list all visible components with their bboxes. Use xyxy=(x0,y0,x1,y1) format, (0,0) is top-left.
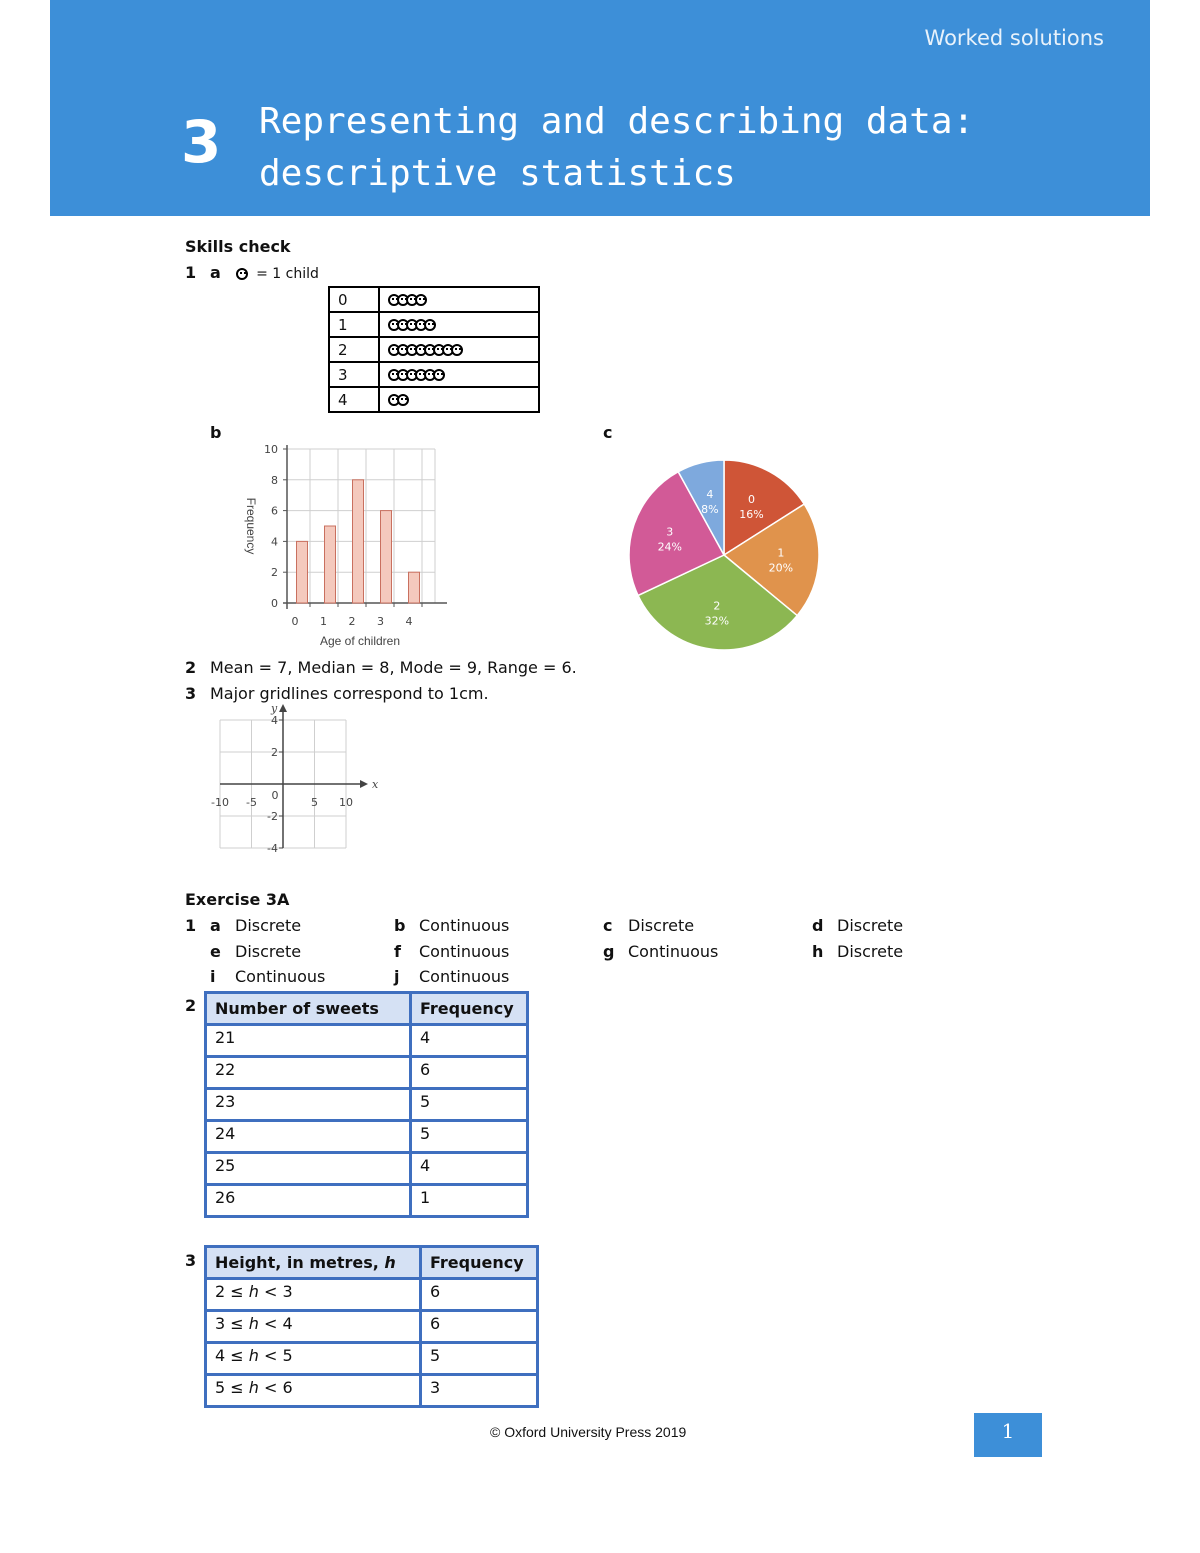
q3-answer: Major gridlines correspond to 1cm. xyxy=(210,684,489,703)
q1-item-answer: Discrete xyxy=(837,941,904,961)
table-row xyxy=(206,1121,528,1153)
sweets-cell: 21 xyxy=(206,1025,411,1057)
slice-label: 0 xyxy=(747,493,755,507)
height-interval-cell xyxy=(206,1279,421,1311)
y-axis-arrow xyxy=(279,704,287,712)
q1b-label: b xyxy=(210,423,222,442)
y-tick-label: 2 xyxy=(271,746,278,759)
frequency-cell: 5 xyxy=(421,1343,538,1375)
sweets-cell: 24 xyxy=(206,1121,411,1153)
bar xyxy=(381,511,392,603)
x-tick-label: 4 xyxy=(405,615,413,628)
pictogram-symbols-cell xyxy=(379,337,539,362)
pictogram-row xyxy=(329,387,539,412)
q1-item-letter: j xyxy=(394,967,400,986)
q2-number: 2 xyxy=(185,658,197,677)
header-height-text: Height, in metres, xyxy=(215,1253,385,1272)
interval-variable: h xyxy=(248,1282,259,1301)
slice-label: 2 xyxy=(713,599,721,613)
interval-bound: 5 ≤ xyxy=(215,1378,249,1397)
pictogram-symbols-cell xyxy=(379,287,539,312)
ex-q1-number: 1 xyxy=(185,916,197,935)
pictogram-symbols-cell xyxy=(379,362,539,387)
interval-bound: < 4 xyxy=(258,1314,293,1333)
sweets-cell: 25 xyxy=(206,1153,411,1185)
q1-item-answer: Continuous xyxy=(419,967,510,986)
chapter-title-line1: Representing and describing data: xyxy=(259,101,975,142)
height-interval-cell xyxy=(206,1311,421,1343)
q1-item-letter: e xyxy=(210,941,221,961)
ex-q3-number: 3 xyxy=(185,1251,197,1270)
smiley-icon xyxy=(397,394,409,406)
frequency-cell: 6 xyxy=(421,1279,538,1311)
q1-item-letter: g xyxy=(603,941,615,961)
skills-check-heading: Skills check xyxy=(185,237,291,256)
slice-percent: 20% xyxy=(768,561,794,575)
q1-item-answer: Discrete xyxy=(235,916,302,935)
chapter-banner xyxy=(50,0,1150,216)
pie-chart xyxy=(622,455,827,655)
pictogram-key-cell: 0 xyxy=(329,287,379,312)
table-row xyxy=(206,1279,538,1311)
bar xyxy=(297,541,308,603)
height-frequency-table xyxy=(204,1245,539,1408)
interval-bound: < 5 xyxy=(258,1346,293,1365)
q1-item-letter: f xyxy=(394,941,401,961)
interval-bound: < 3 xyxy=(258,1282,293,1301)
height-interval-cell xyxy=(206,1343,421,1375)
table-row xyxy=(206,1185,528,1217)
slice-percent: 24% xyxy=(657,540,683,554)
frequency-cell: 4 xyxy=(411,1153,528,1185)
x-axis-label: Age of children xyxy=(319,634,401,648)
pictogram-row xyxy=(329,287,539,312)
chapter-number: 3 xyxy=(181,108,222,176)
pictogram-key-cell: 2 xyxy=(329,337,379,362)
q1-number: 1 xyxy=(185,263,197,282)
table-row xyxy=(206,1089,528,1121)
interval-bound: 4 ≤ xyxy=(215,1346,249,1365)
table-header-row xyxy=(206,1247,538,1279)
slice-label: 3 xyxy=(666,525,674,539)
pictogram-key xyxy=(236,263,319,282)
smiley-icon xyxy=(424,319,436,331)
table-row xyxy=(206,1153,528,1185)
y-tick-label: -2 xyxy=(267,810,278,823)
header-number-of-sweets: Number of sweets xyxy=(206,993,411,1025)
pictogram-row xyxy=(329,312,539,337)
chapter-title-line2: descriptive statistics xyxy=(259,153,736,194)
pictogram-row xyxy=(329,337,539,362)
bar xyxy=(353,480,364,603)
q1-item-answer: Discrete xyxy=(628,916,695,935)
frequency-cell: 4 xyxy=(411,1025,528,1057)
interval-variable: h xyxy=(248,1314,259,1333)
header-height-var: h xyxy=(384,1253,396,1272)
coordinate-grid xyxy=(200,700,385,860)
table-row xyxy=(206,1343,538,1375)
x-axis-label: x xyxy=(372,778,379,791)
pictogram-key-cell: 1 xyxy=(329,312,379,337)
frequency-cell: 5 xyxy=(411,1089,528,1121)
q3-number: 3 xyxy=(185,684,197,703)
interval-bound: 3 ≤ xyxy=(215,1314,249,1333)
y-tick-label: 2 xyxy=(271,566,278,580)
x-tick-label: -10 xyxy=(211,796,229,809)
pictogram-table xyxy=(328,286,540,413)
y-tick-label: -4 xyxy=(267,842,278,855)
pictogram-symbols-cell xyxy=(379,387,539,412)
y-tick-label: 0 xyxy=(271,597,278,610)
interval-variable: h xyxy=(248,1346,259,1365)
q1-item-letter: h xyxy=(812,941,824,961)
q1-item-answer: Continuous xyxy=(419,916,510,935)
header-frequency: Frequency xyxy=(421,1247,538,1279)
table-row xyxy=(206,1311,538,1343)
y-tick-label: 10 xyxy=(264,443,278,456)
smiley-icon xyxy=(236,268,248,280)
pictogram-key-cell: 3 xyxy=(329,362,379,387)
q1c-label: c xyxy=(603,423,613,442)
sweets-frequency-table xyxy=(204,991,529,1218)
q1-item-letter: i xyxy=(210,967,216,986)
y-tick-label: 6 xyxy=(271,504,278,518)
height-interval-cell xyxy=(206,1375,421,1407)
slice-label: 1 xyxy=(777,546,785,560)
q1-item-answer: Continuous xyxy=(628,941,719,961)
table-row xyxy=(206,1025,528,1057)
header-height xyxy=(206,1247,421,1279)
y-axis-label: y xyxy=(271,702,278,715)
smiley-icon xyxy=(415,294,427,306)
frequency-cell: 5 xyxy=(411,1121,528,1153)
frequency-cell: 1 xyxy=(411,1185,528,1217)
pictogram-symbols-cell xyxy=(379,312,539,337)
pictogram-key-cell: 4 xyxy=(329,387,379,412)
y-tick-label: 4 xyxy=(271,714,278,727)
q1a-label: a xyxy=(210,263,221,282)
table-row xyxy=(206,1375,538,1407)
sweets-cell: 22 xyxy=(206,1057,411,1089)
interval-bound: < 6 xyxy=(258,1378,293,1397)
exercise-heading: Exercise 3A xyxy=(185,890,290,909)
x-tick-label: 5 xyxy=(311,796,318,809)
q1-item-answer: Discrete xyxy=(837,916,904,935)
table-row xyxy=(206,1057,528,1089)
x-tick-label: 1 xyxy=(320,615,327,628)
header-frequency: Frequency xyxy=(411,993,528,1025)
page-number: 1 xyxy=(974,1413,1042,1457)
x-tick-label: 10 xyxy=(339,796,353,809)
slice-label: 4 xyxy=(706,487,714,501)
x-tick-label: -5 xyxy=(246,796,257,809)
sweets-cell: 26 xyxy=(206,1185,411,1217)
pictogram-key-text: = 1 child xyxy=(256,266,319,282)
chapter-title xyxy=(259,96,1119,200)
x-tick-label: 2 xyxy=(348,615,356,628)
interval-bound: 2 ≤ xyxy=(215,1282,249,1301)
q1-item-answer: Discrete xyxy=(235,941,302,961)
q1-item-letter: c xyxy=(603,916,613,935)
slice-percent: 32% xyxy=(704,614,730,628)
interval-variable: h xyxy=(248,1378,259,1397)
q1-item-letter: b xyxy=(394,916,406,935)
x-axis-arrow xyxy=(360,780,368,788)
slice-percent: 16% xyxy=(739,508,764,522)
ex-q2-number: 2 xyxy=(185,996,197,1015)
sweets-cell: 23 xyxy=(206,1089,411,1121)
bar xyxy=(325,526,336,603)
bar xyxy=(409,572,420,603)
y-tick-label: 4 xyxy=(271,535,278,549)
frequency-cell: 6 xyxy=(421,1311,538,1343)
slice-percent: 8% xyxy=(701,502,719,516)
bar-chart xyxy=(225,435,460,655)
frequency-cell: 3 xyxy=(421,1375,538,1407)
copyright: © Oxford University Press 2019 xyxy=(490,1424,687,1440)
y-tick-label: 8 xyxy=(271,473,278,487)
smiley-icon xyxy=(451,344,463,356)
q1-item-letter: a xyxy=(210,916,221,935)
x-tick-label: 0 xyxy=(271,789,279,802)
x-tick-label: 3 xyxy=(377,615,384,628)
q1-item-answer: Continuous xyxy=(235,967,326,986)
q2-answer: Mean = 7, Median = 8, Mode = 9, Range = 6. xyxy=(210,658,577,677)
frequency-cell: 6 xyxy=(411,1057,528,1089)
smiley-icon xyxy=(433,369,445,381)
q1-item-answer: Continuous xyxy=(419,941,510,961)
table-header-row xyxy=(206,993,528,1025)
worked-solutions-tag: Worked solutions xyxy=(924,26,1104,50)
pictogram-row xyxy=(329,362,539,387)
x-tick-label: 0 xyxy=(291,615,299,628)
y-axis-label: Frequency xyxy=(244,497,258,555)
q1-item-letter: d xyxy=(812,916,824,935)
